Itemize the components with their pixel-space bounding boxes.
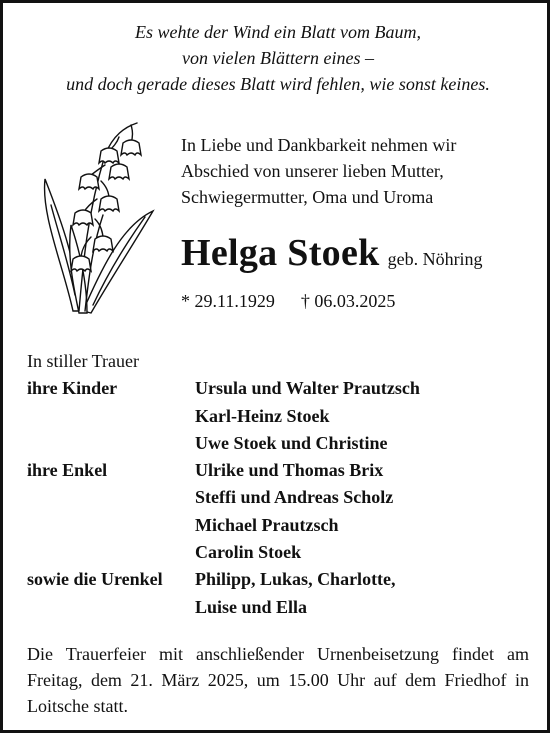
mourner-row	[27, 594, 420, 621]
bell	[79, 174, 99, 189]
intro-line: Abschied von unserer lieben Mutter,	[181, 161, 444, 181]
bell	[99, 148, 119, 163]
mourner-name: Michael Prautzsch	[195, 514, 339, 535]
birth-date: * 29.11.1929	[181, 291, 275, 311]
bell	[99, 196, 119, 211]
poem-line: von vielen Blättern eines –	[182, 48, 374, 68]
mourner-name: Uwe Stoek und Christine	[195, 432, 388, 453]
death-date: † 06.03.2025	[300, 291, 396, 311]
mourner-row	[27, 403, 420, 430]
mourner-name: Luise und Ella	[195, 596, 308, 617]
bell	[73, 210, 93, 225]
mourner-name: Karl-Heinz Stoek	[195, 405, 330, 426]
mourner-name: Philipp, Lukas, Charlotte,	[195, 569, 396, 590]
intro-text	[181, 132, 456, 210]
bell	[121, 140, 141, 155]
mourner-row	[27, 430, 420, 457]
mourner-row	[27, 484, 420, 511]
maiden-name: geb. Nöhring	[387, 249, 483, 269]
intro-line: Schwiegermutter, Oma und Uroma	[181, 187, 434, 207]
deceased-name-row	[181, 231, 483, 275]
poem-line: Es wehte der Wind ein Blatt vom Baum,	[135, 22, 421, 42]
mourner-name: Ursula und Walter Prautzsch	[195, 378, 420, 399]
group-label: ihre Kinder	[27, 378, 118, 399]
mourners-heading: In stiller Trauer	[27, 351, 139, 371]
bell	[109, 164, 129, 179]
deceased-name: Helga Stoek	[181, 232, 380, 274]
group-label: ihre Enkel	[27, 460, 108, 481]
mourner-row	[27, 512, 420, 539]
poem-line: und doch gerade dieses Blatt wird fehlen, wie sonst keines.	[66, 74, 490, 94]
funeral-info: Die Trauerfeier mit anschließender Urnenbeisetzung findet am Freitag, dem 21. März 2025, um 15.00 Uhr auf dem Friedhof in Loitsche statt.	[27, 644, 529, 716]
poem	[3, 19, 550, 97]
bell	[93, 236, 113, 251]
mourner-row	[27, 566, 420, 593]
life-dates	[181, 291, 395, 312]
group-label: sowie die Urenkel	[27, 569, 163, 590]
mourner-name: Carolin Stoek	[195, 542, 302, 563]
bell	[71, 256, 91, 271]
intro-line: In Liebe und Dankbarkeit nehmen wir	[181, 135, 457, 155]
mourner-row	[27, 539, 420, 566]
mourners-list	[27, 348, 420, 621]
lily-of-the-valley-icon	[33, 115, 181, 323]
mourner-row	[27, 457, 420, 484]
mourner-row	[27, 375, 420, 402]
mourner-name: Ulrike und Thomas Brix	[195, 460, 384, 481]
mourner-name: Steffi und Andreas Scholz	[195, 487, 394, 508]
